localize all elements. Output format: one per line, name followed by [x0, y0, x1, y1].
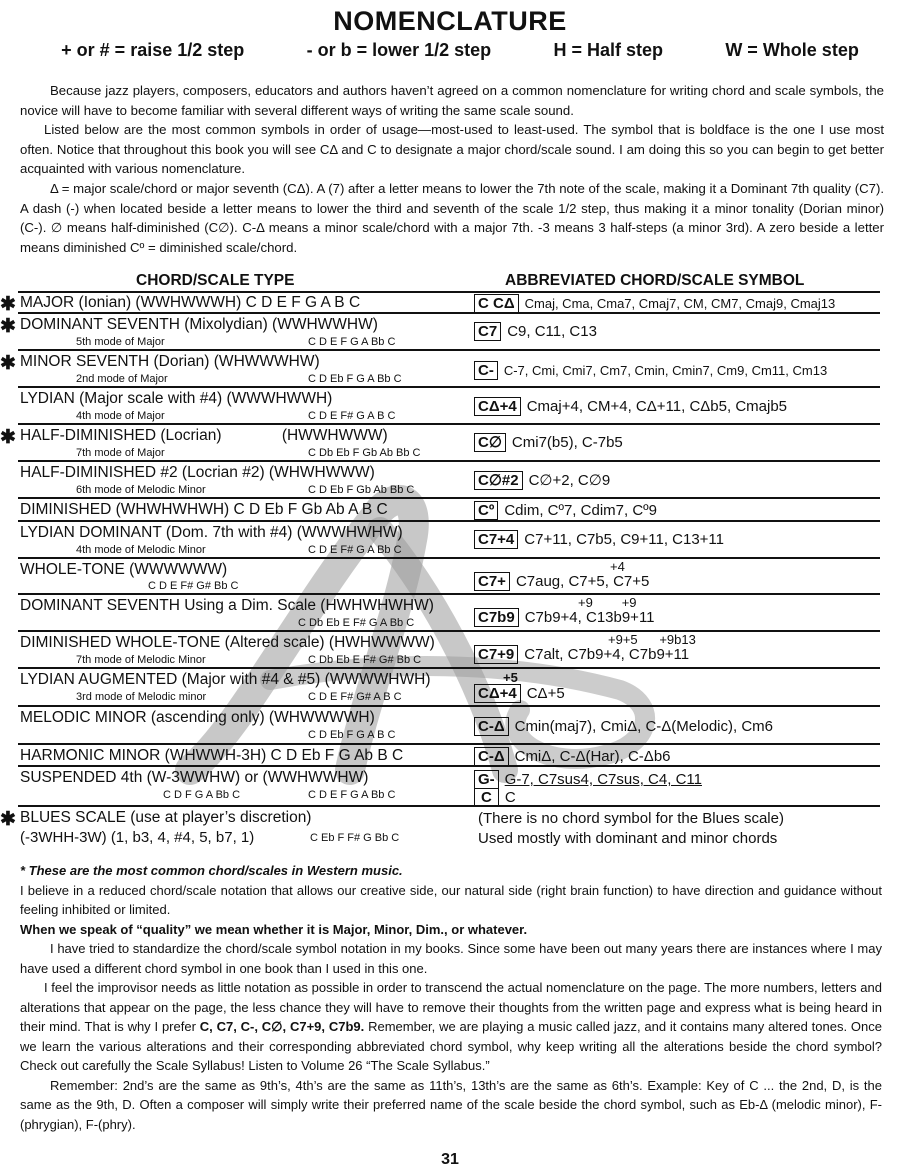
preferred-symbol: C CΔ — [474, 294, 519, 313]
footer-paragraph-4 — [20, 978, 882, 1076]
chord-symbol — [474, 433, 623, 452]
footer-text — [20, 861, 882, 1134]
alternate-symbols: Cmin(maj7), CmiΔ, C-Δ(Melodic), Cm6 — [514, 718, 773, 735]
footer-paragraph-quality: When we speak of “quality” we mean whether it is Major, Minor, Dim., or whatever. — [20, 921, 528, 937]
mode-of: 7th mode of Major — [76, 447, 165, 459]
scale-notes: C D E F# G# Bb C — [148, 580, 239, 592]
blues-formula: (-3WHH-3W) (1, b3, 4, #4, 5, b7, 1) — [20, 829, 255, 846]
superscript-alterations: +9 +9 — [578, 595, 637, 610]
scale-name: MELODIC MINOR (ascending only) (WHWWWWH) — [20, 709, 375, 726]
table-row — [18, 388, 880, 425]
alternate-symbols: C7alt, C7b9+4, C7b9+11 — [524, 646, 690, 663]
preferred-symbol: C7+4 — [474, 530, 518, 549]
scale-notes: C D Eb F Gb Ab Bb C — [308, 484, 415, 496]
superscript-alterations: +4 — [610, 559, 625, 574]
mode-of: 4th mode of Melodic Minor — [76, 544, 206, 556]
scale-name: HARMONIC MINOR (WHWWH-3H) C D Eb F G Ab B C — [20, 747, 404, 764]
scale-name: DIMINISHED (WHWHWHWH) C D Eb F Gb Ab A B C — [20, 501, 388, 518]
footer-p4-preferred: C, C7, C-, C∅, C7+9, C7b9. — [199, 1019, 365, 1034]
page-number: 31 — [441, 1151, 459, 1168]
table-row — [18, 595, 880, 632]
sus-notes-b: C D E F G A Bb C — [308, 789, 396, 801]
scale-name: DOMINANT SEVENTH (Mixolydian) (WWHWWHW) — [20, 316, 378, 333]
table-row — [18, 522, 880, 559]
scale-name: WHOLE-TONE (WWWWWW) — [20, 561, 228, 578]
preferred-symbol: C- — [474, 361, 498, 380]
scale-name: DOMINANT SEVENTH Using a Dim. Scale (HWHWHWHW) — [20, 597, 434, 614]
blues-usage-note: Used mostly with dominant and minor chords — [478, 830, 778, 847]
preferred-symbol: C-Δ — [474, 747, 509, 766]
common-star-icon: ✱ — [0, 809, 16, 830]
scale-notes: C D E F G A Bb C — [308, 336, 396, 348]
alternate-symbols: C7aug, C7+5, C7+5 — [515, 573, 650, 590]
table-row — [18, 499, 880, 522]
scale-name: MAJOR (Ionian) (WWHWWWH) C D E F G A B C — [20, 294, 361, 311]
superscript-alterations: +5 — [503, 670, 518, 685]
table-row — [0, 807, 880, 847]
alternate-symbols: Cmaj+4, CM+4, CΔ+11, CΔb5, Cmajb5 — [526, 398, 787, 415]
table-row — [0, 314, 880, 351]
legend-lower: - or b = lower 1/2 step — [306, 40, 492, 60]
footer-paragraph-5: Remember: 2nd’s are the same as 9th’s, 4th’s are the same as 11th’s, 13th’s are the same as 6th’s. Example: Key of C ... the 2nd, D, is the same as the 9th, D. Often a composer will simply write their preferred name of the scale beside the chord symbol, such as Eb-Δ (melodic minor), F- (phrygian), F-(phry). — [20, 1077, 882, 1132]
legend-whole-step: W = Whole step — [725, 40, 859, 60]
preferred-symbol-lower: C — [474, 788, 499, 807]
common-star-icon: ✱ — [0, 353, 16, 374]
scale-name: LYDIAN (Major scale with #4) (WWWHWWH) — [20, 390, 333, 407]
chord-symbol-lower — [474, 788, 516, 807]
preferred-symbol: CΔ+4 — [474, 397, 521, 416]
intro-text — [20, 81, 884, 257]
scale-name: DIMINISHED WHOLE-TONE (Altered scale) (HWHWWWW) — [20, 634, 435, 651]
table-row — [0, 425, 880, 462]
table-row — [0, 351, 880, 388]
scale-notes: C D E F# G A B C — [308, 410, 396, 422]
alternate-symbols: C7b9+4, C13b9+11 — [524, 609, 655, 626]
chord-symbol — [474, 322, 597, 341]
sus-notes-a: C D F G A Bb C — [163, 789, 241, 801]
alternate-symbols: C-7, Cmi, Cmi7, Cm7, Cmin, Cmin7, Cm9, Cm11, Cm13 — [503, 363, 828, 378]
table-row — [0, 292, 880, 315]
footer-paragraph-3: I have tried to standardize the chord/scale symbol notation in my books. Since some have been out many years there are instances where I may have used a different chord symbol in one book than I used in this one. — [20, 941, 882, 976]
intro-paragraph-3: Δ = major scale/chord or major seventh (CΔ). A (7) after a letter means to lower the 7th note of the scale, making it a Dominant 7th quality (C7). A dash (-) when located beside a letter means to lower the third and seventh of the scale 1/2 step, thus making it a minor tonality (Dorian minor) (C-). ∅ means half-diminished (C∅). C-Δ means a minor scale/chord with a major 7th. -3 means 3 half-steps (a minor 3rd). A zero beside a letter means diminished Cº = diminished scale/chord. — [20, 180, 884, 255]
chord-symbol — [474, 397, 787, 416]
blues-symbol-note: (There is no chord symbol for the Blues scale) — [478, 810, 784, 827]
footnote-common: * These are the most common chord/scales in Western music. — [20, 863, 403, 878]
scale-notes: C D E F# G# A B C — [308, 691, 402, 703]
page-title: NOMENCLATURE — [333, 6, 567, 36]
column-header-symbol: ABBREVIATED CHORD/SCALE SYMBOL — [505, 272, 805, 289]
footer-paragraph-1: I believe in a reduced chord/scale notation that allows our creative side, our natural side (right brain function) to have direction and guidance without feeling inhibited or limited. — [20, 882, 882, 917]
scale-notes: C Db Eb E F# G# Bb C — [308, 654, 422, 666]
mode-of: 6th mode of Melodic Minor — [76, 484, 206, 496]
preferred-symbol: C7 — [474, 322, 501, 341]
chord-symbol — [474, 471, 610, 490]
mode-of: 2nd mode of Major — [76, 373, 168, 385]
scale-notes: C D Eb F G A B C — [308, 729, 396, 741]
footer-p4-start: I feel the improvisor needs as little notation as possible in order to transcend the actual nomenclature on the page. The more numbers, letters and alterations that appear on the page, the less chance they will have to remove their thoughts from the written page and express what is being heard in their mind. That is why I prefer — [20, 980, 882, 1034]
preferred-symbol: C7b9 — [474, 608, 519, 627]
chord-symbol — [474, 530, 724, 549]
preferred-symbol: Cº — [474, 501, 498, 520]
table-row — [18, 745, 880, 767]
alternate-symbols: C∅+2, C∅9 — [528, 472, 611, 489]
preferred-symbol: C∅ — [474, 433, 506, 452]
scale-name: HALF-DIMINISHED #2 (Locrian #2) (WHWHWWW) — [20, 464, 375, 481]
chord-symbol — [474, 684, 565, 703]
chord-symbol — [474, 717, 773, 736]
column-header-type: CHORD/SCALE TYPE — [136, 272, 295, 289]
alternate-symbols-lower: C — [504, 789, 516, 806]
preferred-symbol: CΔ+4 — [474, 684, 521, 703]
scale-name: LYDIAN DOMINANT (Dom. 7th with #4) (WWWHWHW) — [20, 524, 403, 541]
chord-symbol — [474, 501, 657, 520]
table-row — [18, 767, 880, 807]
alternate-symbols: Cmaj, Cma, Cma7, Cmaj7, CM, CM7, Cmaj9, Cmaj13 — [524, 296, 836, 311]
common-star-icon: ✱ — [0, 316, 16, 337]
scale-name: HALF-DIMINISHED (Locrian) (HWWHWWW) — [20, 427, 388, 444]
table-row — [18, 462, 880, 499]
common-star-icon: ✱ — [0, 294, 16, 315]
scale-name: SUSPENDED 4th (W-3WWHW) or (WWHWWHW) — [20, 769, 369, 786]
table-row — [18, 632, 880, 669]
superscript-alterations: +9+5 +9b13 — [608, 632, 696, 647]
chord-symbol — [474, 770, 702, 789]
legend-half-step: H = Half step — [553, 40, 663, 60]
scale-name: LYDIAN AUGMENTED (Major with #4 & #5) (WWWWHWH) — [20, 671, 431, 688]
chord-symbol — [474, 747, 671, 766]
scale-name: BLUES SCALE (use at player’s discretion) — [20, 809, 312, 826]
mode-of: 7th mode of Melodic Minor — [76, 654, 206, 666]
intro-paragraph-1: Because jazz players, composers, educators and authors haven’t agreed on a common nomenclature for writing chord and scale symbols, the novice will have to become familiar with several different ways of writing the same scale sound. — [20, 83, 884, 118]
mode-of: 4th mode of Major — [76, 410, 165, 422]
alternate-symbols: Cmi7(b5), C-7b5 — [511, 434, 623, 451]
alternate-symbols: Cdim, Cº7, Cdim7, Cº9 — [504, 502, 657, 519]
table-row — [18, 707, 880, 745]
scale-notes: C Db Eb E F# G A Bb C — [298, 617, 415, 629]
mode-of: 5th mode of Major — [76, 336, 165, 348]
chord-symbol — [474, 294, 835, 313]
legend-raise: + or # = raise 1/2 step — [61, 40, 245, 60]
table-row — [18, 669, 880, 707]
preferred-symbol: G- — [474, 770, 499, 789]
preferred-symbol: C7+9 — [474, 645, 518, 664]
intro-paragraph-2: Listed below are the most common symbols in order of usage—most-used to least-used. The symbol that is boldface is the one I use most often. Notice that throughout this book you will see CΔ and C to designate a major chord/scale sound. I am doing this so you can begin to get better acquainted with various nomenclature. — [20, 122, 884, 177]
mode-of: 3rd mode of Melodic minor — [76, 691, 207, 703]
alternate-symbols: CmiΔ, C-Δ(Har), C-Δb6 — [514, 748, 671, 765]
notation-legend — [30, 40, 890, 61]
alternate-symbols: G-7, C7sus4, C7sus, C4, C11 — [504, 771, 702, 788]
chord-symbol — [474, 608, 655, 627]
common-star-icon: ✱ — [0, 427, 16, 448]
preferred-symbol: C7+ — [474, 572, 510, 591]
preferred-symbol: C-Δ — [474, 717, 509, 736]
scale-notes: C D Eb F G A Bb C — [308, 373, 402, 385]
chord-symbol — [474, 572, 649, 591]
footer-p4-end: Remember, we are playing a music called jazz, and it contains many altered tones. Once we learn the various alterations and their corresponding abbreviated chord symbol, why keep writing all the alterations beside the chord symbol? Check out carefully the Scale Syllabus! Listen to Volume 26 “The Scale Syllabus.” — [20, 1019, 883, 1073]
chord-symbol — [474, 361, 827, 380]
alternate-symbols: CΔ+5 — [526, 685, 565, 702]
preferred-symbol: C∅#2 — [474, 471, 523, 490]
alternate-symbols: C7+11, C7b5, C9+11, C13+11 — [524, 531, 725, 548]
chord-symbol — [474, 645, 689, 664]
scale-name: MINOR SEVENTH (Dorian) (WHWWWHW) — [20, 353, 320, 370]
scale-notes: C D E F# G A Bb C — [308, 544, 402, 556]
alternate-symbols: C9, C11, C13 — [507, 323, 597, 340]
scale-notes: C Eb F F# G Bb C — [310, 832, 400, 844]
table-row — [18, 559, 880, 595]
scale-notes: C Db Eb F Gb Ab Bb C — [308, 447, 421, 459]
scale-table — [0, 292, 900, 847]
